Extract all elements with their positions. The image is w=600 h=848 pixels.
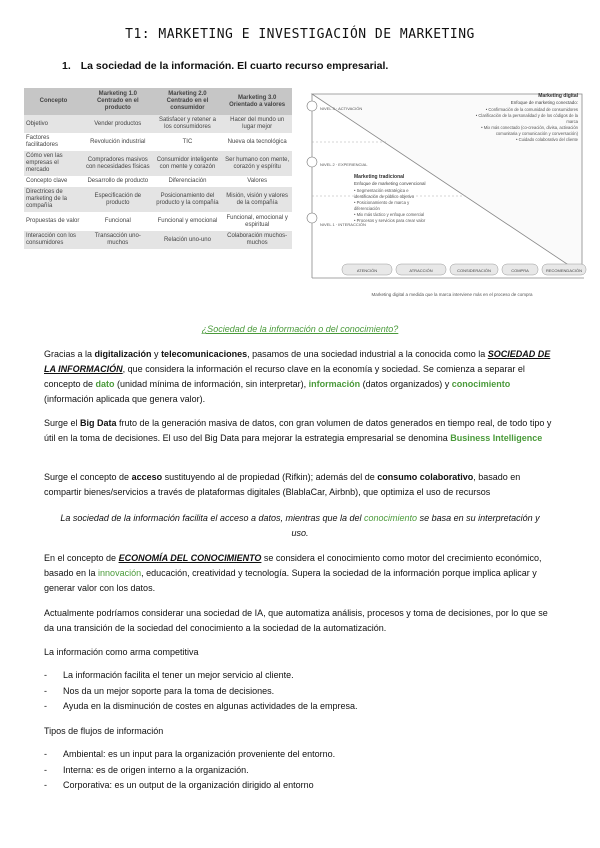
text-run: telecomunicaciones <box>161 349 248 359</box>
level-2-marker <box>307 157 317 167</box>
table-cell: Especificación de producto <box>83 187 153 212</box>
marketing-funnel-diagram <box>302 86 588 302</box>
text-run: , basado en compartir bienes/servicios a través de plataformas digitales (BlablaCar, Airbnb), que optimiza el uso de recursos <box>44 472 521 497</box>
key-term: Big Data <box>80 418 117 428</box>
key-term: consumo colaborativo <box>377 472 474 482</box>
table-cell: Funcional <box>104 218 131 224</box>
table-cell: Concepto clave <box>26 178 68 184</box>
digital-item: • Cuidado colaborativo del cliente <box>516 137 578 142</box>
diagram-caption: Marketing digital a medida que la marca interviene más en el proceso de compra <box>371 292 533 297</box>
paragraph-big-data <box>44 416 560 446</box>
digital-subtitle: Enfoque de marketing conectado: <box>510 100 578 105</box>
key-term: innovación <box>98 568 142 578</box>
table-cell: Vender productos <box>83 115 153 133</box>
table-header-cell: Marketing 3.0 Orientado a valores <box>222 88 292 115</box>
table-cell: Ser humano con mente, corazón y espíritu <box>222 151 292 176</box>
highlighted-quote <box>60 511 540 541</box>
table-header-cell: Marketing 2.0 Centrado en el consumidor <box>153 88 223 115</box>
key-term: conocimiento <box>364 513 418 523</box>
table-cell: Nueva ola tecnológica <box>227 138 287 145</box>
text-run: , educación, creatividad y tecnología. Supera la sociedad de la información porque implica aplicar y generar valor con los datos. <box>44 568 537 593</box>
table-row <box>24 212 292 231</box>
traditional-title: Marketing tradicional <box>354 174 405 180</box>
table-cell: TIC <box>182 138 193 145</box>
text-run: , pasamos de una sociedad industrial a la conocida como la <box>247 349 488 359</box>
level-3-label: NIVEL 3 · ACTIVACIÓN <box>320 106 363 111</box>
key-term: dato <box>95 379 115 389</box>
paragraph-sociedad-informacion <box>44 347 560 407</box>
text-run: se considera el conocimiento como motor del crecimiento económico, basado en la <box>44 553 542 578</box>
table-cell: Misión, visión y valores de la compañía <box>222 187 292 212</box>
table-header-row <box>24 88 292 115</box>
key-term: ECONOMÍA DEL CONOCIMIENTO <box>118 553 262 563</box>
table-cell: Compradores masivos con necesidades físicas <box>83 151 153 176</box>
table-cell: Funcional, emocional y espiritual <box>226 214 288 228</box>
key-term: Business Intelligence <box>450 433 543 443</box>
digital-title: Marketing digital <box>538 93 578 99</box>
digital-item: • Clarificación de la personalidad y de los códigos de la <box>475 113 578 118</box>
table-row <box>24 187 292 212</box>
level-2-label: NIVEL 2 · EXPERIENCIAL <box>320 162 368 167</box>
digital-item: • Confirmación de la comunidad de consumidores <box>485 107 578 112</box>
table-cell: Relación uno-uno <box>153 231 223 249</box>
text-run: se basa en su interpretación y uso. <box>291 513 540 538</box>
text-run: Gracias a la <box>44 349 95 359</box>
purchase-steps <box>342 264 586 275</box>
step-label: ATRACCIÓN <box>409 268 433 273</box>
text-run: digitalización <box>94 349 152 359</box>
list-item: - Interna: es de origen interno a la organización. <box>44 763 560 779</box>
document-title: T1: MARKETING E INVESTIGACIÓN DE MARKETING <box>125 27 475 42</box>
traditional-item: identificación de público objetivo <box>354 194 415 199</box>
table-header-cell: Marketing 1.0 Centrado en el producto <box>83 88 153 115</box>
list-item: - Corporativa: es un output de la organización dirigido al entorno <box>44 778 560 794</box>
table-row <box>24 151 292 176</box>
table-row <box>24 133 292 151</box>
step-label: CONSIDERACIÓN <box>457 268 491 273</box>
table-cell: Hacer del mundo un lugar mejor <box>222 115 292 133</box>
level-3-marker <box>307 101 317 111</box>
list-item: - Nos da un mejor soporte para la toma de decisiones. <box>44 684 560 700</box>
paragraph-sociedad-ia: Actualmente podríamos considerar una sociedad de IA, que automatiza análisis, procesos y toma de decisiones, por lo que se da una transición de la sociedad del conocimiento a la sociedad de la automatización. <box>44 608 548 633</box>
text-run: La sociedad de la información facilita el acceso a datos, mientras que la del <box>60 513 365 523</box>
key-term: SOCIEDAD DE LA INFORMACIÓN <box>44 349 551 374</box>
table-cell: Objetivo <box>24 115 83 133</box>
text-run: Surge el <box>44 418 81 428</box>
list-item: - La información facilita el tener un mejor servicio al cliente. <box>44 668 560 684</box>
text-run: Surge el concepto de <box>44 472 132 482</box>
table-cell: Interacción con los consumidores <box>24 231 83 249</box>
key-term: información <box>308 379 361 389</box>
traditional-item: • Procesos y servicios para crear valor <box>354 218 426 223</box>
key-term: conocimiento <box>451 379 511 389</box>
table-header-cell: Concepto <box>24 88 83 115</box>
text-run: fruto de la generación masiva de datos, con gran volumen de datos generados en tiempo real, de todo tipo y útil en la toma de decisiones. El uso del Big Data para mejorar la estrategia empresarial se denomina <box>44 418 552 443</box>
section-heading <box>62 60 388 72</box>
text-run: En el concepto de <box>44 553 119 563</box>
step-label: RECOMENDACIÓN <box>545 268 583 273</box>
list-item: - Ayuda en la disminución de costes en algunas actividades de la empresa. <box>44 699 560 715</box>
list-title-arma-competitiva: La información como arma competitiva <box>44 647 199 657</box>
table-cell: Consumidor inteligente con mente y corazón <box>153 151 223 176</box>
table-row <box>24 115 292 133</box>
text-run: y <box>151 349 162 359</box>
traditional-item: • Posicionamiento de marca y <box>354 200 410 205</box>
table-row <box>24 231 292 249</box>
paragraph-economia-conocimiento <box>44 551 560 596</box>
text-run: , que considera la información el recurso clave en la economía y sociedad. Se comienza a separar el concepto de <box>44 364 525 389</box>
marketing-comparison-table <box>24 88 292 249</box>
paragraph-acceso <box>44 470 560 500</box>
table-cell: Propuestas de valor <box>26 218 80 224</box>
table-cell: Directrices de marketing de la compañía <box>24 187 83 212</box>
subsection-title: ¿Sociedad de la información o del conocimiento? <box>201 324 399 334</box>
level-1-marker <box>307 213 317 223</box>
digital-item: • Mix más conectado (co-creación, divisa, activación <box>481 125 578 130</box>
table-cell: Funcional y emocional <box>157 218 218 224</box>
section-text: La sociedad de la información. El cuarto recurso empresarial. <box>80 60 389 72</box>
table-cell: Diferenciación <box>168 178 207 184</box>
table-cell: Colaboración muchos-muchos <box>222 231 292 249</box>
table-cell: Satisfacer y retener a los consumidores <box>153 115 223 133</box>
text-run: (unidad mínima de información, sin interpretar), <box>114 379 309 389</box>
step-label: ATENCIÓN <box>356 268 378 273</box>
table-cell: Factores facilitadores <box>26 135 59 148</box>
section-number: 1. <box>62 60 71 72</box>
list-title-flujos: Tipos de flujos de información <box>44 726 164 736</box>
key-term: acceso <box>131 472 163 482</box>
text-run: (datos organizados) y <box>360 379 452 389</box>
table-cell: Transacción uno-muchos <box>83 231 153 249</box>
table-cell: Valores <box>247 178 268 184</box>
table-row <box>24 176 292 187</box>
text-run: (información aplicada que genera valor). <box>44 394 206 404</box>
text-run: sustituyendo al de propiedad (Rifkin); además del de <box>162 472 378 482</box>
list-arma-competitiva <box>44 668 560 715</box>
level-1-label: NIVEL 1 · INTERACCIÓN <box>320 222 366 227</box>
step-label: COMPRA <box>511 268 529 273</box>
digital-item: comunitaria y comunicación y conversación) <box>495 131 578 136</box>
table-cell: Posicionamiento del producto y la compañía <box>153 187 223 212</box>
traditional-subtitle: Enfoque de marketing convencional <box>354 181 426 186</box>
traditional-item: • Mix más táctico y enfoque comercial <box>354 212 425 217</box>
table-cell: Desarrollo de producto <box>87 178 149 184</box>
table-cell: Cómo ven las empresas el mercado <box>24 151 83 176</box>
digital-item: marca <box>566 119 578 124</box>
table-cell: Revolución industrial <box>90 138 146 145</box>
list-item: - Ambiental: es un input para la organización proveniente del entorno. <box>44 747 560 763</box>
traditional-item: diferenciación <box>354 206 380 211</box>
list-flujos-informacion <box>44 747 560 794</box>
traditional-item: • Segmentación estratégica e <box>354 188 409 193</box>
